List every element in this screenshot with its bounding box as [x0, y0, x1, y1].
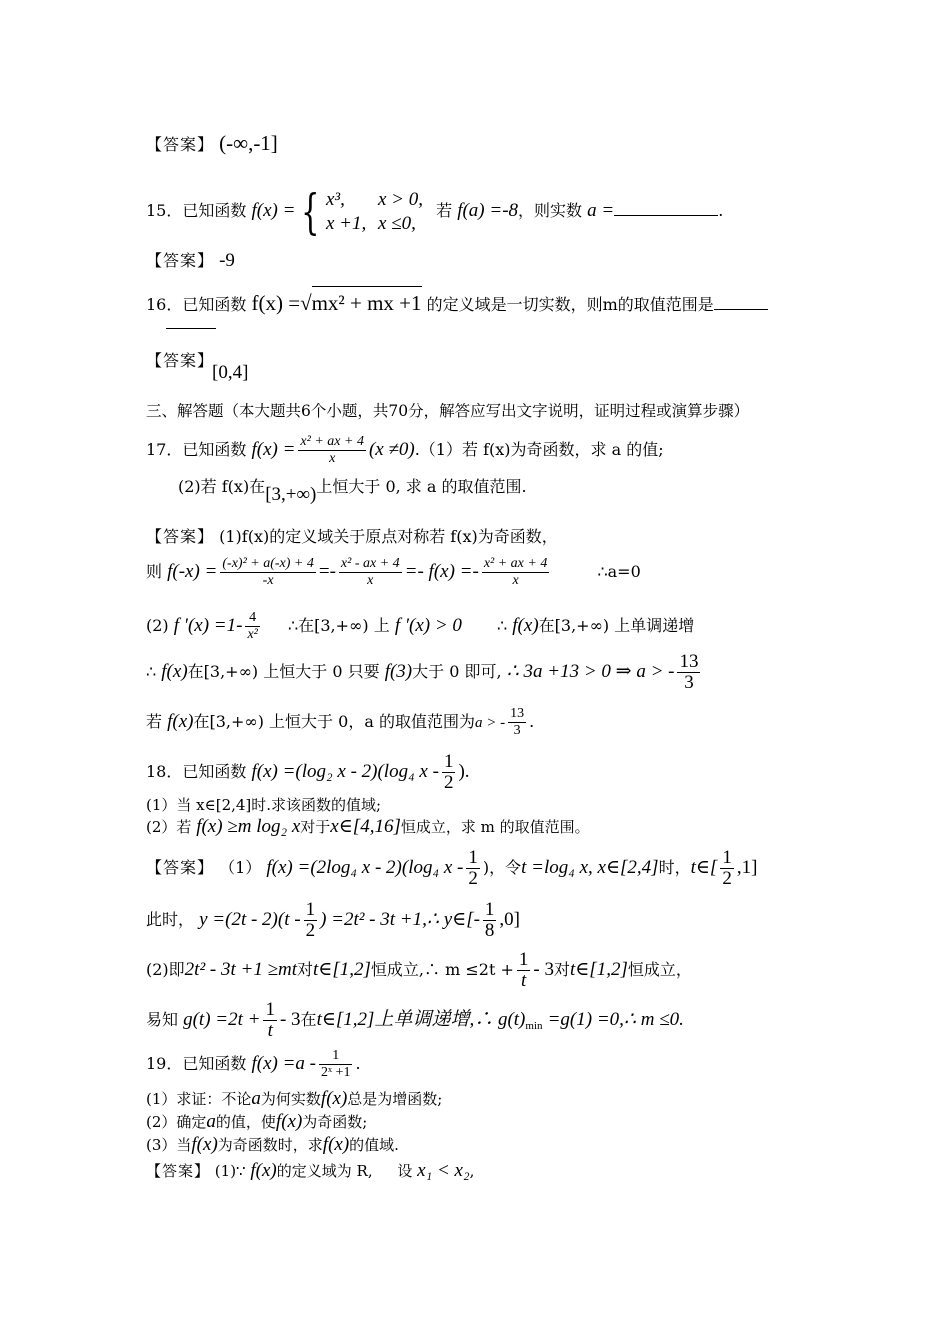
answer-blank	[614, 197, 718, 216]
question-19-part1	[146, 1088, 442, 1110]
fraction	[220, 556, 316, 589]
q17-answer-line4	[146, 652, 703, 693]
question-text: 为何实数	[260, 1090, 321, 1108]
denominator: x	[329, 451, 336, 466]
answer-text: 在[3,+∞) 上单调递增	[538, 616, 695, 635]
section-heading: 三、解答题（本大题共6个小题，共70分，解答应写出文字说明，证明过程或演算步骤）	[146, 402, 750, 420]
question-18-part1: (1）当 x∈[2,4]时.求该函数的值域;	[146, 796, 382, 814]
q17-answer-line1	[146, 526, 558, 548]
domain-cond: (x ≠0)	[368, 439, 415, 460]
fraction	[483, 900, 497, 941]
math-expr: f ′(x) =1-	[173, 615, 243, 636]
denominator: 2	[468, 868, 478, 889]
numerator: 1	[319, 1048, 352, 1065]
numerator: 4	[245, 610, 259, 627]
question-text: 已知函数	[182, 440, 247, 459]
math-expr: g(t) =2t +	[183, 1009, 261, 1030]
question-19	[146, 1044, 361, 1084]
question-text: 总是为增函数;	[347, 1090, 443, 1108]
answer-text: ∴	[497, 616, 508, 635]
math-expr: - 3	[279, 1009, 301, 1030]
q17-answer-line5	[146, 702, 534, 743]
math-expr: a	[206, 1111, 216, 1132]
answer-text: 时，	[658, 858, 691, 877]
brace: {	[301, 183, 320, 240]
question-text: (3）当	[146, 1136, 192, 1154]
numerator: 1	[484, 899, 495, 920]
answer-tag: 【答案】	[146, 135, 215, 154]
fraction	[720, 848, 734, 889]
fraction	[508, 706, 526, 739]
function-expr: f(x) =	[251, 439, 296, 460]
math-expr: f(x)	[320, 1088, 348, 1109]
math-expr: ,1]	[736, 857, 758, 878]
math-expr: t =log₄ x, x∈[2,4]	[521, 857, 659, 878]
answer-value: [0,4]	[212, 362, 249, 383]
case2-expr: x +1,	[325, 212, 367, 234]
q18-answer-line4	[146, 1000, 684, 1046]
numerator: 13	[679, 651, 699, 672]
denominator: t	[267, 1020, 273, 1041]
question-16: 16．已知函数 f(x) =√mx² + mx +1 的定义域是一切实数，则m的取值范围是	[146, 286, 768, 320]
question-17	[146, 430, 664, 470]
numerator: 1	[468, 847, 478, 868]
answer-text: 在[3,+∞) 上恒大于 0 只要	[187, 662, 380, 681]
question-text: 恒成立，求 m 的取值范围。	[400, 818, 590, 836]
math-expr: f(3)	[384, 661, 413, 682]
q16-answer	[146, 350, 214, 372]
denominator: 8	[484, 920, 495, 941]
numerator: x² + ax + 4	[300, 434, 364, 449]
question-17-part2	[178, 476, 527, 505]
piecewise-cases	[326, 188, 423, 236]
question-text: 的值，使	[215, 1113, 276, 1131]
fraction	[466, 848, 480, 889]
case2-cond: x ≤0,	[377, 212, 416, 234]
math-expr: =-	[318, 561, 336, 582]
numerator: x² + ax + 4	[483, 556, 548, 571]
q15-answer	[146, 250, 235, 272]
answer-text: ,	[469, 1162, 475, 1180]
fraction	[263, 1000, 277, 1041]
answer-text: 对	[297, 960, 314, 979]
math-expr: t∈[1,2]	[569, 959, 628, 980]
answer-value: (-∞,-1]	[219, 131, 278, 155]
answer-tag: 【答案】	[146, 1162, 211, 1180]
q14-answer	[146, 132, 278, 156]
question-text: 若	[436, 201, 453, 220]
answer-text: 恒成立,∴ m ≤2t +	[370, 960, 514, 979]
answer-text: 大于 0 即可,	[412, 662, 502, 681]
math-expr: f(x) =(2log₄ x - 2)(log₄ x -	[266, 857, 464, 878]
denominator: 2	[722, 868, 732, 889]
math-expr: t∈[1,2]	[313, 959, 371, 980]
function-expr: f(x) =	[251, 200, 296, 221]
answer-text: (2)即	[146, 960, 185, 979]
denominator: x²	[247, 627, 258, 642]
q18-answer-line2	[146, 900, 520, 941]
answer-text: 则	[146, 562, 163, 581]
denominator: 3	[684, 672, 694, 693]
numerator: 1	[443, 751, 454, 772]
answer-text: 设	[397, 1162, 413, 1180]
answer-blank-continued	[166, 328, 216, 329]
fraction	[298, 434, 366, 467]
question-text: 已知函数	[182, 762, 247, 781]
answer-text: ∴	[146, 662, 157, 681]
math-expr: f(x)	[322, 1134, 350, 1155]
answer-text: ∴在[3,+∞) 上	[287, 616, 390, 635]
denominator: -x	[262, 573, 274, 588]
fraction	[442, 752, 456, 793]
math-expr: t∈[	[690, 857, 718, 878]
denominator: 2	[443, 772, 454, 793]
radicand: mx² + mx +1	[312, 286, 422, 318]
question-text: (2）若	[146, 818, 192, 836]
math-expr: f(x)	[250, 1160, 277, 1181]
answer-value: -9	[219, 250, 235, 271]
answer-text: 的定义域为 R,	[276, 1162, 373, 1180]
question-number: 16．	[146, 295, 183, 314]
answer-text: 此时，	[146, 910, 195, 929]
denominator: 3	[513, 723, 521, 738]
answer-text: (1)f(x)的定义域关于原点对称若 f(x)为奇函数，	[219, 527, 558, 546]
period: .	[529, 712, 535, 731]
math-expr: y =(2t - 2)(t -	[199, 909, 301, 930]
question-text: 上恒大于 0, 求 a 的取值范围.	[316, 477, 527, 496]
q19-answer	[146, 1160, 474, 1182]
math-expr: t∈[1,2]	[316, 1009, 375, 1030]
math-expr: ).	[458, 761, 470, 782]
answer-value-row	[212, 362, 248, 384]
question-text: 已知函数	[182, 1054, 247, 1073]
interval: [3,+∞)	[265, 484, 317, 505]
question-text: 为奇函数时，求	[217, 1136, 323, 1154]
math-expr: f(x) ≥m log₂ x	[196, 816, 301, 837]
question-19-part2	[146, 1111, 367, 1133]
answer-text: 对	[553, 960, 570, 979]
math-expr: f ′(x) > 0	[394, 615, 462, 636]
function-expr: f(x) =a -	[251, 1053, 316, 1074]
answer-text: 在[3,+∞) 上恒大于 0，a 的取值范围为	[193, 712, 475, 731]
condition-expr: f(a) =-8	[457, 200, 519, 221]
math-expr: 上单调递增,∴ g(t)	[374, 1009, 526, 1030]
question-text: 对于	[300, 818, 331, 836]
answer-text: (2)	[146, 616, 169, 635]
math-expr: f(-x) =	[167, 561, 218, 582]
denominator: 2	[305, 920, 316, 941]
math-expr: a	[251, 1088, 261, 1109]
numerator: 1	[722, 847, 732, 868]
question-text: 的定义域是一切实数，则m的取值范围是	[426, 295, 714, 314]
math-expr: =- f(x) =-	[404, 561, 479, 582]
fraction	[339, 556, 402, 589]
fraction	[319, 1048, 352, 1081]
numerator: 1	[265, 999, 275, 1020]
q17-answer-line2	[146, 552, 641, 592]
numerator: 13	[510, 706, 525, 721]
answer-tag: 【答案】	[146, 527, 215, 546]
question-number: 18．	[146, 762, 183, 781]
question-text: 为奇函数;	[302, 1113, 368, 1131]
math-expr: x∈[4,16]	[330, 816, 401, 837]
variable: a =	[587, 200, 615, 221]
denominator: x	[367, 573, 374, 588]
question-text: 已知函数	[182, 295, 247, 314]
question-number: 15．	[146, 201, 183, 220]
answer-text: （1）	[219, 858, 262, 877]
q18-answer-line3	[146, 950, 692, 991]
question-text: ，则实数	[518, 201, 583, 220]
fraction	[517, 950, 531, 991]
question-18	[146, 752, 470, 793]
question-text: 的值域.	[349, 1136, 399, 1154]
fraction	[245, 610, 259, 643]
math-expr: f(x)	[275, 1111, 303, 1132]
math-expr: ∴ 3a +13 > 0 ⇒ a > -	[506, 661, 675, 682]
case1-cond: x > 0,	[377, 188, 423, 210]
function-expr: f(x) =(log₂ x - 2)(log₄ x -	[251, 761, 439, 782]
math-expr: - 3	[533, 959, 554, 980]
question-number: 17．	[146, 440, 183, 459]
function-expr: f(x) =	[251, 291, 301, 315]
answer-text: 在	[300, 1010, 317, 1029]
answer-text: 易知	[146, 1010, 179, 1029]
question-19-part3	[146, 1134, 399, 1156]
question-text: .（1）若 f(x)为奇函数，求 a 的值;	[414, 440, 664, 459]
period: .	[355, 1054, 361, 1073]
answer-tag: 【答案】	[146, 251, 215, 270]
question-15	[146, 183, 724, 240]
answer-tag: 【答案】	[146, 858, 215, 877]
denominator: x	[512, 573, 519, 588]
answer-text: 若	[146, 712, 163, 731]
numerator: (-x)² + a(-x) + 4	[222, 556, 314, 571]
math-expr: f(x)	[512, 615, 539, 636]
question-number: 19．	[146, 1054, 183, 1073]
fraction	[677, 652, 700, 693]
answer-text: (1)∵	[214, 1162, 246, 1180]
fraction	[482, 556, 550, 589]
answer-text: ∴a=0	[597, 562, 641, 581]
answer-text: 恒成立，	[627, 960, 692, 979]
numerator: 1	[305, 899, 316, 920]
math-expr: f(x)	[167, 711, 194, 732]
math-expr: a > -	[474, 715, 506, 731]
question-text: (2)若 f(x)在	[178, 477, 266, 496]
math-expr: =g(1) =0,∴ m ≤0.	[547, 1009, 684, 1030]
math-expr: x₁ < x₂	[417, 1160, 470, 1181]
question-text: (1）求证：不论	[146, 1090, 252, 1108]
fraction	[304, 900, 318, 941]
answer-tag: 【答案】	[146, 351, 215, 370]
math-expr: f(x)	[191, 1134, 218, 1155]
q17-answer-line3	[146, 606, 694, 646]
answer-text: )，令	[482, 858, 522, 877]
period: .	[718, 201, 724, 220]
numerator: 1	[518, 949, 529, 970]
question-18-part2	[146, 816, 590, 838]
denominator: t	[520, 970, 527, 991]
question-text: 已知函数	[182, 201, 247, 220]
denominator: 2ˣ +1	[321, 1065, 351, 1080]
math-expr: 2t² - 3t +1 ≥mt	[184, 959, 298, 980]
answer-blank	[714, 291, 768, 310]
q18-answer-line1	[146, 848, 757, 889]
subscript: min	[525, 1020, 543, 1033]
question-text: (2）确定	[146, 1113, 207, 1131]
math-expr: ) =2t² - 3t +1,∴ y∈[-	[320, 909, 480, 930]
case1-expr: x³,	[325, 188, 345, 210]
math-expr: f(x)	[161, 661, 188, 682]
math-expr: ,0]	[499, 909, 520, 930]
numerator: x² - ax + 4	[340, 556, 400, 571]
